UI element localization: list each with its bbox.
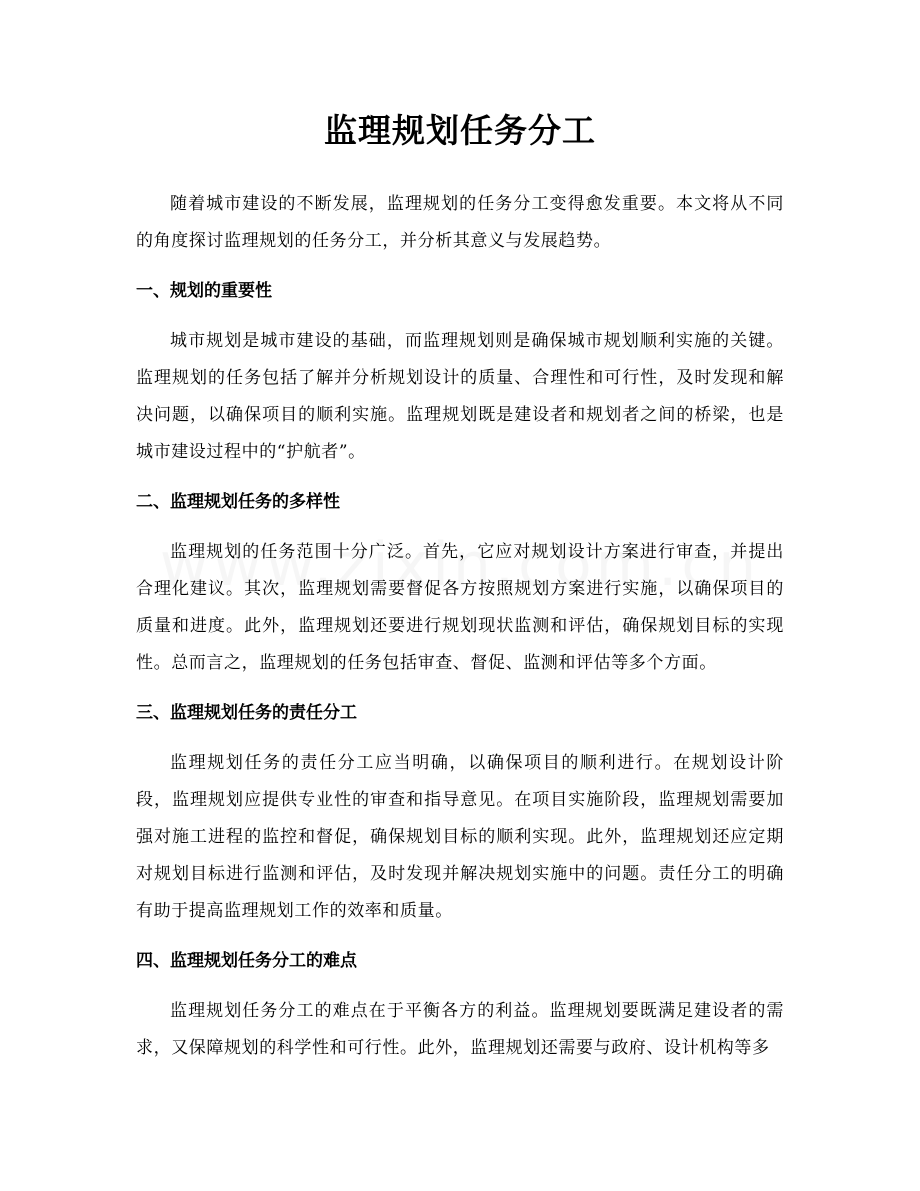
section-body-2: 监理规划的任务范围十分广泛。首先，它应对规划设计方案进行审查，并提出合理化建议。其次，监理规划需要督促各方按照规划方案进行实施，以确保项目的质量和进度。此外，监理规划还要进行规划现状监测和评估，确保规划目标的实现性。总而言之，监理规划的任务包括审查、督促、监测和评估等多个方面。 (136, 542, 784, 673)
section-body-3: 监理规划任务的责任分工应当明确，以确保项目的顺利进行。在规划设计阶段，监理规划应提供专业性的审查和指导意见。在项目实施阶段，监理规划需要加强对施工进程的监控和督促，确保规划目标的顺利实现。此外，监理规划还应定期对规划目标进行监测和评估，及时发现并解决规划实施中的问题。责任分工的明确有助于提高监理规划工作的效率和质量。 (136, 753, 784, 921)
section-heading-2: 二、监理规划任务的多样性 (136, 492, 340, 512)
section-heading-3: 三、监理规划任务的责任分工 (136, 703, 357, 723)
section-heading-4: 四、监理规划任务分工的难点 (136, 951, 357, 971)
section-heading-1: 一、规划的重要性 (136, 281, 272, 301)
intro-paragraph: 随着城市建设的不断发展，监理规划的任务分工变得愈发重要。本文将从不同的角度探讨监理规划的任务分工，并分析其意义与发展趋势。 (136, 194, 784, 251)
section-body-1: 城市规划是城市建设的基础，而监理规划则是确保城市规划顺利实施的关键。监理规划的任务包括了解并分析规划设计的质量、合理性和可行性，及时发现和解决问题，以确保项目的顺利实施。监理规划既是建设者和规划者之间的桥梁，也是城市建设过程中的“护航者”。 (136, 331, 784, 462)
section-body-4: 监理规划任务分工的难点在于平衡各方的利益。监理规划要既满足建设者的需求，又保障规划的科学性和可行性。此外，监理规划还需要与政府、设计机构等多 (136, 1001, 784, 1058)
document-title: 监理规划任务分工 (324, 111, 596, 150)
